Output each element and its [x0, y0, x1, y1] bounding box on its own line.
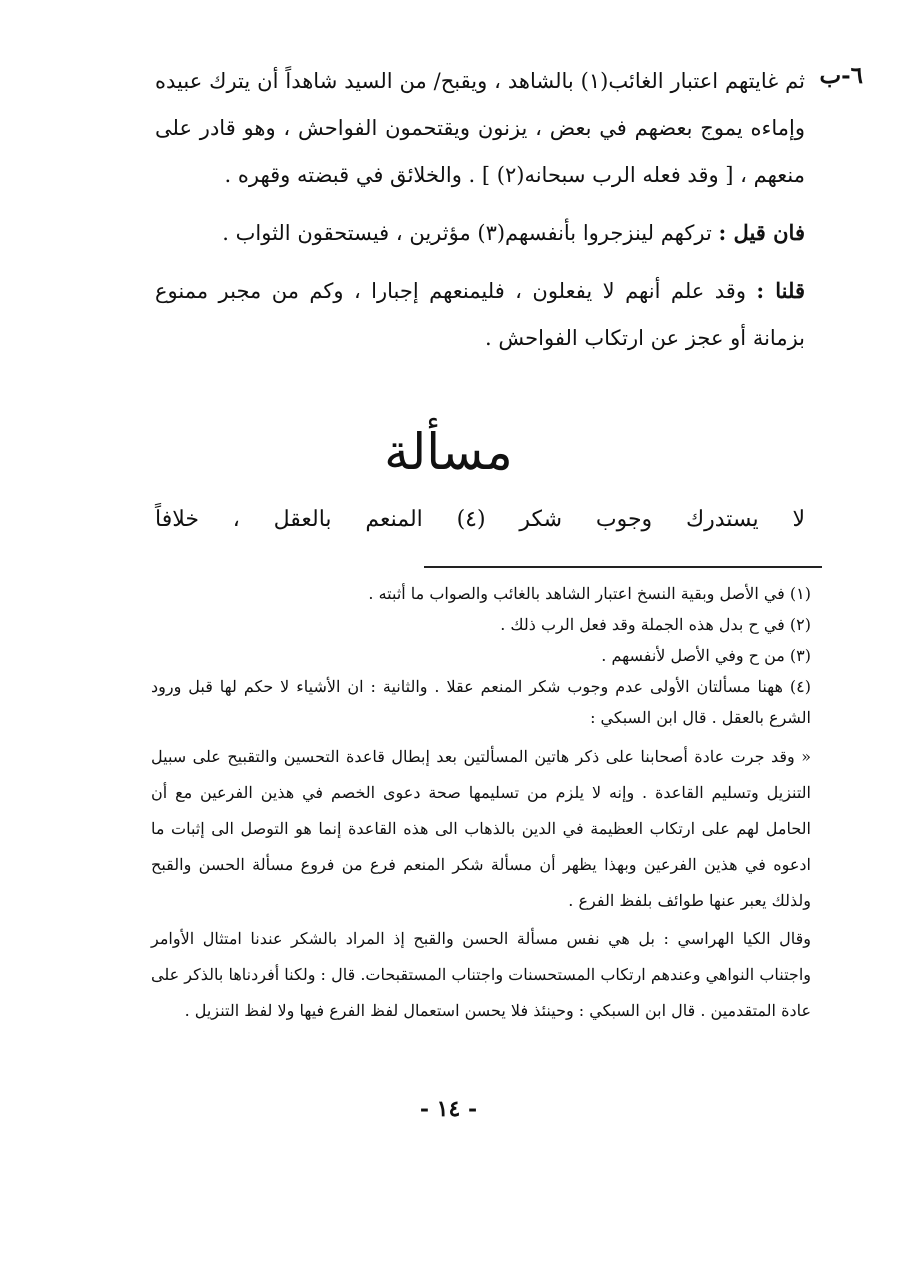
footnote-divider [424, 566, 822, 568]
reply-label: قلنا : [756, 278, 805, 303]
section-statement: لا يستدرك وجوب شكر (٤) المنعم بالعقل ، خلافاً [155, 507, 805, 532]
section-heading: مسألة [384, 423, 513, 481]
page-number: - ١٤ - [419, 1096, 478, 1122]
margin-folio-note: ٦-ب [819, 62, 863, 89]
footnote-4: (٤) ههنا مسألتان الأولى عدم وجوب شكر المنعم عقلا . والثانية : ان الأشياء لا حكم لها قبل ورود الشرع بالعقل . قال ابن السبكي : [151, 677, 811, 727]
reply-paragraph [155, 267, 805, 362]
footnote-quote-2: وقال الكيا الهراسي : بل هي نفس مسألة الحسن والقبح إذ المراد بالشكر عندنا امتثال الأوامر واجتناب النواهي وعندهم ارتكاب المستحسنات واجتناب المستقبحات. قال : ولكنا أفردناها بالذكر على عادة المتقدمين . قال ابن السبكي : وحينئذ فلا يحسن استعمال لفظ الفرع فيها ولا لفظ التنزيل . [151, 929, 811, 1020]
reply-text: وقد علم أنهم لا يفعلون ، فليمنعهم إجبارا ، وكم من مجبر ممنوع بزمانة أو عجز عن ارتكاب الفواحش . [155, 279, 805, 350]
footnote-1: (١) في الأصل وبقية النسخ اعتبار الشاهد بالغائب والصواب ما أثبته . [368, 584, 811, 603]
footnote-quote-1: « وقد جرت عادة أصحابنا على ذكر هاتين المسألتين بعد إبطال قاعدة التحسين والتقبيح على سبيل التنزيل وتسليم القاعدة . وإنه لا يلزم من تسليمها صحة دعوى الخصم في هذين الفرعين مع أن الحامل لهم على ارتكاب العظيمة في الدين بالذهاب الى هذه القاعدة إنما هو التوصل الى إثبات ما ادعوه في هذين الفرعين وبهذا يظهر أن مسألة شكر المنعم فرع من فروع مسألة الحسن والقبح ولذلك يعبر عنها طوائف بلفظ الفرع . [151, 747, 812, 910]
footnotes [151, 578, 811, 1029]
objection-label: فان قيل : [718, 220, 805, 245]
footnote-3: (٣) من ح وفي الأصل لأنفسهم . [601, 646, 811, 665]
main-paragraph: ثم غايتهم اعتبار الغائب(١) بالشاهد ، ويقبح/ من السيد شاهداً أن يترك عبيده وإماءه يموج بعضهم في بعض ، يزنون ويقتحمون الفواحش ، وهو قادر على منعهم ، [ وقد فعله الرب سبحانه(٢) ] . والخلائق في قبضته وقهره . [155, 69, 805, 187]
objection-text: تركهم لينزجروا بأنفسهم(٣) مؤثرين ، فيستحقون الثواب . [222, 221, 712, 245]
main-text [155, 58, 805, 362]
objection-paragraph [155, 209, 805, 257]
footnote-2: (٢) في ح بدل هذه الجملة وقد فعل الرب ذلك . [500, 615, 811, 634]
